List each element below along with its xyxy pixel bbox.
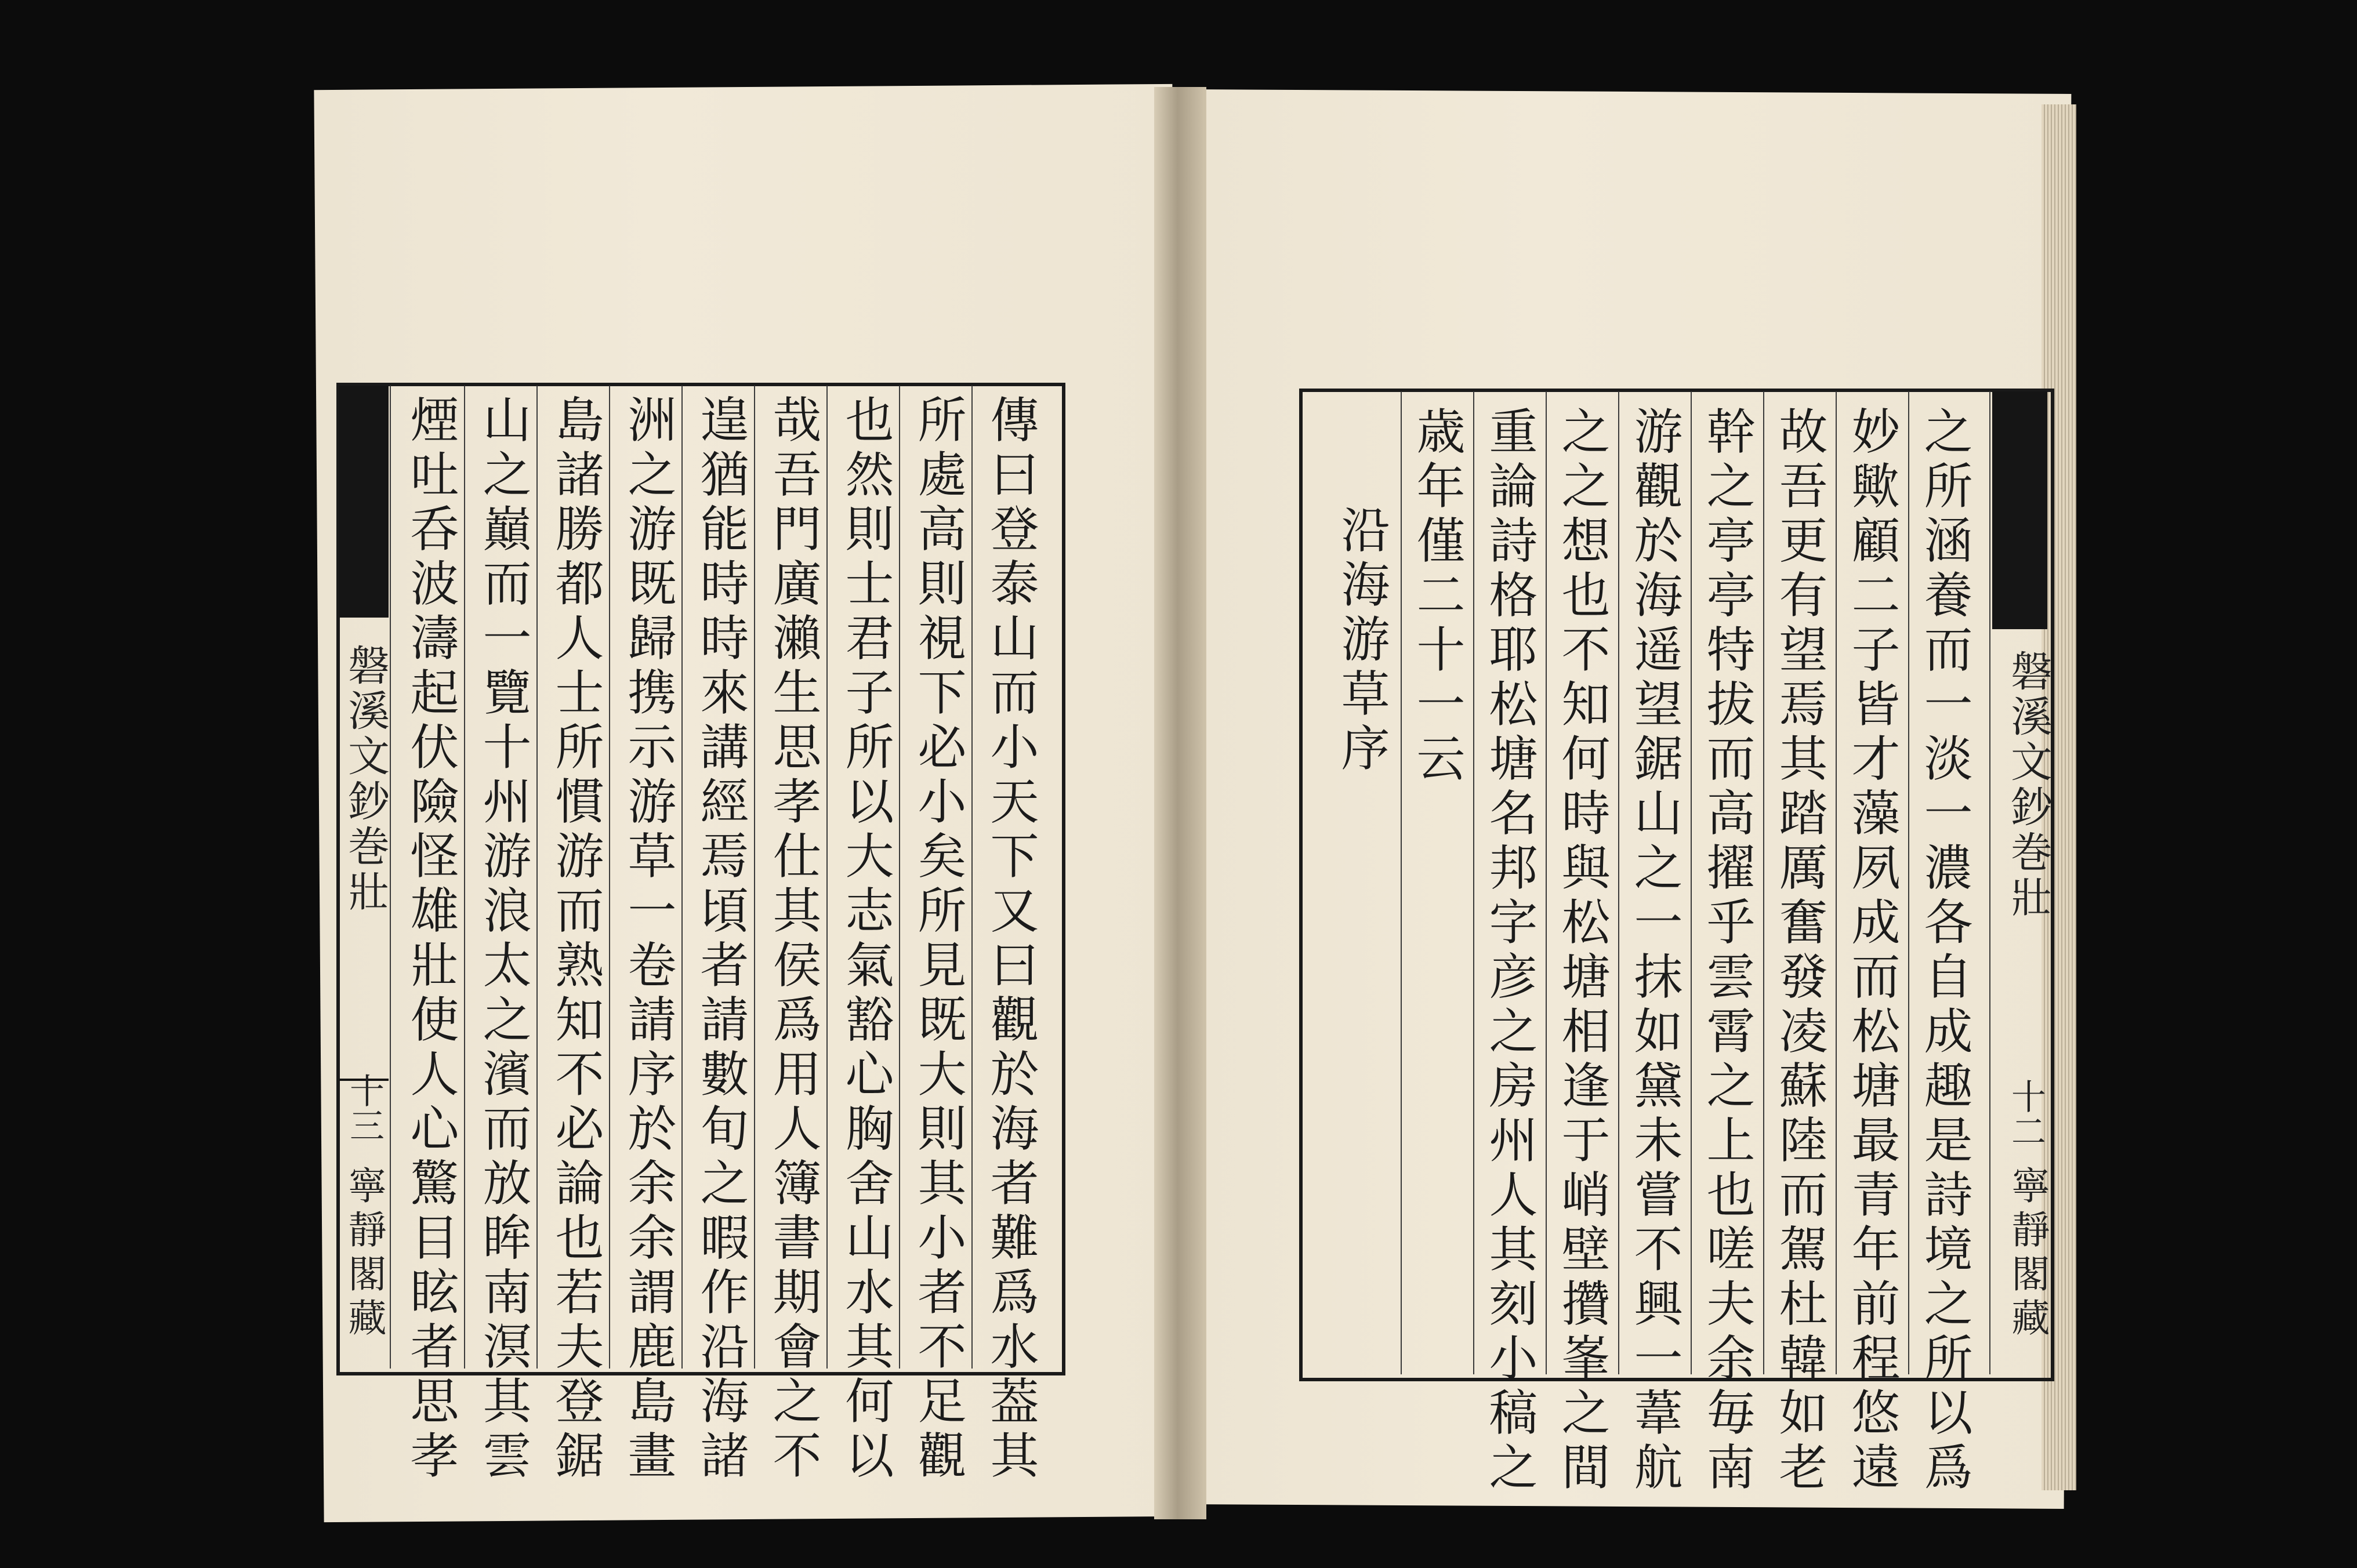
left-text-column: 煙吐呑波濤起伏險怪雄壯使人心驚目眩者思孝	[402, 394, 459, 1484]
column-rule	[681, 386, 683, 1369]
column-rule	[1401, 391, 1402, 1374]
left-text-column: 遑猶能時時來講經焉頃者請數旬之暇作沿海諸	[692, 394, 749, 1484]
left-hankou-page-number: 十三	[344, 1073, 385, 1142]
left-text-column: 島諸勝都人士所慣游而熟知不必論也若夫登鋸	[547, 394, 604, 1484]
left-text-column: 也然則士君子所以大志氣豁心胸舍山水其何以	[837, 394, 894, 1484]
column-rule	[536, 386, 538, 1369]
column-rule	[1618, 391, 1619, 1374]
right-text-column: 歳年僅二十一云	[1409, 406, 1466, 787]
left-text-column: 洲之游既歸携示游草一卷請序於余余謂鹿島畫	[620, 394, 677, 1484]
column-rule	[1546, 391, 1547, 1374]
column-rule	[1763, 391, 1764, 1374]
left-text-column: 所處高則視下必小矣所見既大則其小者不足觀	[910, 394, 967, 1484]
column-rule	[1908, 391, 1909, 1374]
right-text-column: 故吾更有望焉其踏厲奮發凌蘇陸而駕杜韓如老	[1771, 406, 1828, 1496]
right-hankou-page-number: 十二	[2006, 1079, 2046, 1148]
column-rule	[609, 386, 610, 1369]
left-hankou-band-top	[339, 386, 389, 618]
column-rule	[971, 386, 973, 1369]
right-hankou-seal: 寧靜閣藏	[2005, 1166, 2050, 1342]
left-hankou-title: 磐溪文鈔巻壯	[341, 644, 390, 915]
left-text-column: 山之巔而一覽十州游浪太之濱而放眸南溟其雲	[475, 394, 532, 1484]
right-text-column: 之之想也不知何時與松塘相逢于峭壁攢峯之間	[1554, 406, 1611, 1496]
column-rule	[464, 386, 465, 1369]
right-hankou-rule	[1989, 391, 1990, 1374]
right-hankou-band-top	[1992, 391, 2047, 629]
preface-title: 沿海游草序	[1333, 504, 1390, 777]
left-text-column: 哉吾門廣瀨生思孝仕其侯爲用人簿書期會之不	[765, 394, 822, 1484]
column-rule	[899, 386, 900, 1369]
right-text-column: 幹之亭亭特拔而高擢乎雲霄之上也嗟夫余毎南	[1699, 406, 1756, 1496]
column-rule	[1691, 391, 1692, 1374]
right-text-column: 重論詩格耶松塘名邦字彦之房州人其刻小稿之	[1481, 406, 1538, 1496]
right-text-column: 妙歟顧二子皆才藻夙成而松塘最青年前程悠遠	[1844, 406, 1901, 1496]
left-text-column: 傳曰登泰山而小天下又曰觀於海者難爲水葢其	[982, 394, 1039, 1484]
column-rule	[826, 386, 828, 1369]
book-gutter	[1154, 87, 1206, 1519]
column-rule	[1836, 391, 1837, 1374]
column-rule	[754, 386, 755, 1369]
left-hankou-seal: 寧靜閣藏	[342, 1166, 386, 1342]
column-rule	[1473, 391, 1474, 1374]
right-text-column: 之所涵養而一淡一濃各自成趣是詩境之所以爲	[1916, 406, 1973, 1496]
right-text-column: 游觀於海遥望鋸山之一抹如黛未嘗不興一葦航	[1626, 406, 1683, 1496]
right-hankou-title: 磐溪文鈔巻壯	[2004, 649, 2053, 921]
